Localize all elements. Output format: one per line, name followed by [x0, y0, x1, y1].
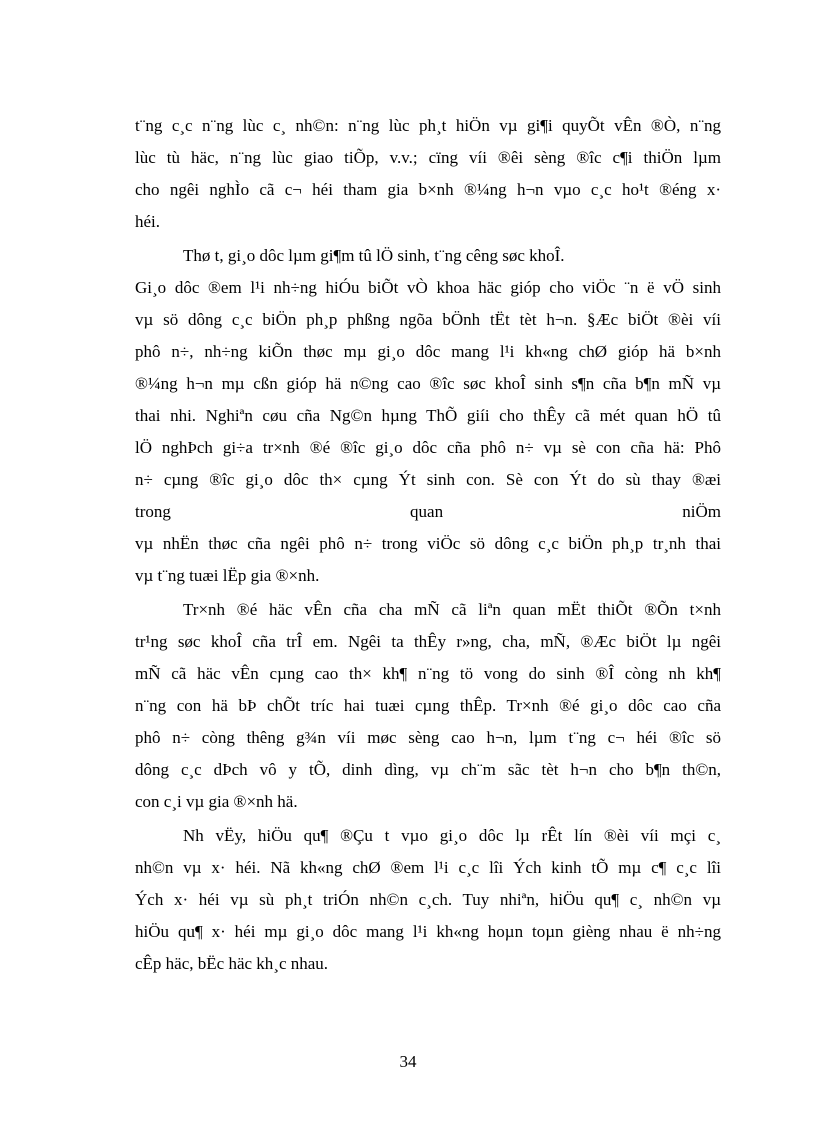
text-line: Thø t, gi¸o dôc lµm gi¶m tû lÖ sinh, t¨ng cêng søc khoÎ.	[183, 246, 565, 265]
text-line: t¨ng c¸c n¨ng lùc c¸ nh©n: n¨ng lùc ph¸t hiÖn vµ gi¶i quyÕt vÊn ®Ò, n¨ng	[135, 116, 721, 135]
text-line: ®¼ng h¬n mµ cßn gióp hä n©ng cao ®îc søc khoÎ sinh s¶n cña b¶n mÑ vµ	[135, 374, 721, 393]
page-number: 34	[399, 1052, 417, 1071]
body-text	[135, 110, 721, 980]
text-line: Gi¸o dôc ®em l¹i nh÷ng hiÓu biÕt vÒ khoa häc gióp cho viÖc ¨n ë vÖ sinh	[135, 278, 721, 297]
text-line: Tr×nh ®é häc vÊn cña cha mÑ cã liªn quan mËt thiÕt ®Õn t×nh	[183, 600, 721, 619]
text-line: cho ngêi nghÌo cã c¬ héi tham gia b×nh ®¼ng h¬n vµo c¸c ho¹t ®éng x·	[135, 180, 721, 199]
text-line: héi.	[135, 212, 161, 231]
text-line: con c¸i vµ gia ®×nh hä.	[135, 792, 298, 811]
text-line: phô n÷, nh÷ng kiÕn thøc mµ gi¸o dôc mang l¹i kh«ng chØ gióp hä b×nh	[135, 342, 721, 361]
text-line: vµ nhËn thøc cña ngêi phô n÷ trong viÖc sö dông c¸c biÖn ph¸p tr¸nh thai	[135, 534, 721, 553]
text-line: tr¹ng søc khoÎ cña trÎ em. Ngêi ta thÊy r»ng, cha, mÑ, ®Æc biÖt lµ ngêi	[135, 632, 721, 651]
text-line: vµ t¨ng tuæi lËp gia ®×nh.	[135, 566, 320, 585]
text-line: mÑ cã häc vÊn cµng cao th× kh¶ n¨ng tö vong do sinh ®Î còng nh kh¶	[135, 664, 721, 683]
text-line: Nh vËy, hiÖu qu¶ ®Çu t vµo gi¸o dôc lµ rÊt lín ®èi víi mçi c¸	[183, 826, 721, 845]
text-line: dông c¸c dÞch vô y tÕ, dinh dìng, vµ ch¨m sãc tèt h¬n cho b¶n th©n,	[135, 760, 721, 779]
text-line: n÷ cµng ®îc gi¸o dôc th× cµng Ýt sinh con. Sè con Ýt do sù thay ®æi	[135, 470, 721, 489]
text-line: vµ sö dông c¸c biÖn ph¸p phßng ngõa bÖnh tËt tèt h¬n. §Æc biÖt ®èi víi	[135, 310, 721, 329]
text-line: hiÖu qu¶ x· héi mµ gi¸o dôc mang l¹i kh«ng hoµn toµn gièng nhau ë nh÷ng	[135, 922, 721, 941]
text-line: trong quan niÖm	[135, 502, 721, 521]
text-line: Ých x· héi vµ sù ph¸t triÓn nh©n c¸ch. Tuy nhiªn, hiÖu qu¶ c¸ nh©n vµ	[135, 890, 721, 909]
text-line: n¨ng con hä bÞ chÕt tríc hai tuæi cµng thÊp. Tr×nh ®é gi¸o dôc cao cña	[135, 696, 721, 715]
text-line: cÊp häc, bËc häc kh¸c nhau.	[135, 954, 329, 973]
text-line: lùc tù häc, n¨ng lùc giao tiÕp, v.v.; cïng víi ®êi sèng ®îc c¶i thiÖn lµm	[135, 148, 721, 167]
text-line: phô n÷ còng thêng g¾n víi møc sèng cao h¬n, lµm t¨ng c¬ héi ®îc sö	[135, 728, 721, 747]
text-line: thai nhi. Nghiªn cøu cña Ng©n hµng ThÕ giíi cho thÊy cã mét quan hÖ tû	[135, 406, 721, 425]
text-line: nh©n vµ x· héi. Nã kh«ng chØ ®em l¹i c¸c lîi Ých kinh tÕ mµ c¶ c¸c lîi	[135, 858, 721, 877]
text-line: lÖ nghÞch gi÷a tr×nh ®é ®îc gi¸o dôc cña phô n÷ vµ sè con cña hä: Phô	[135, 438, 721, 457]
